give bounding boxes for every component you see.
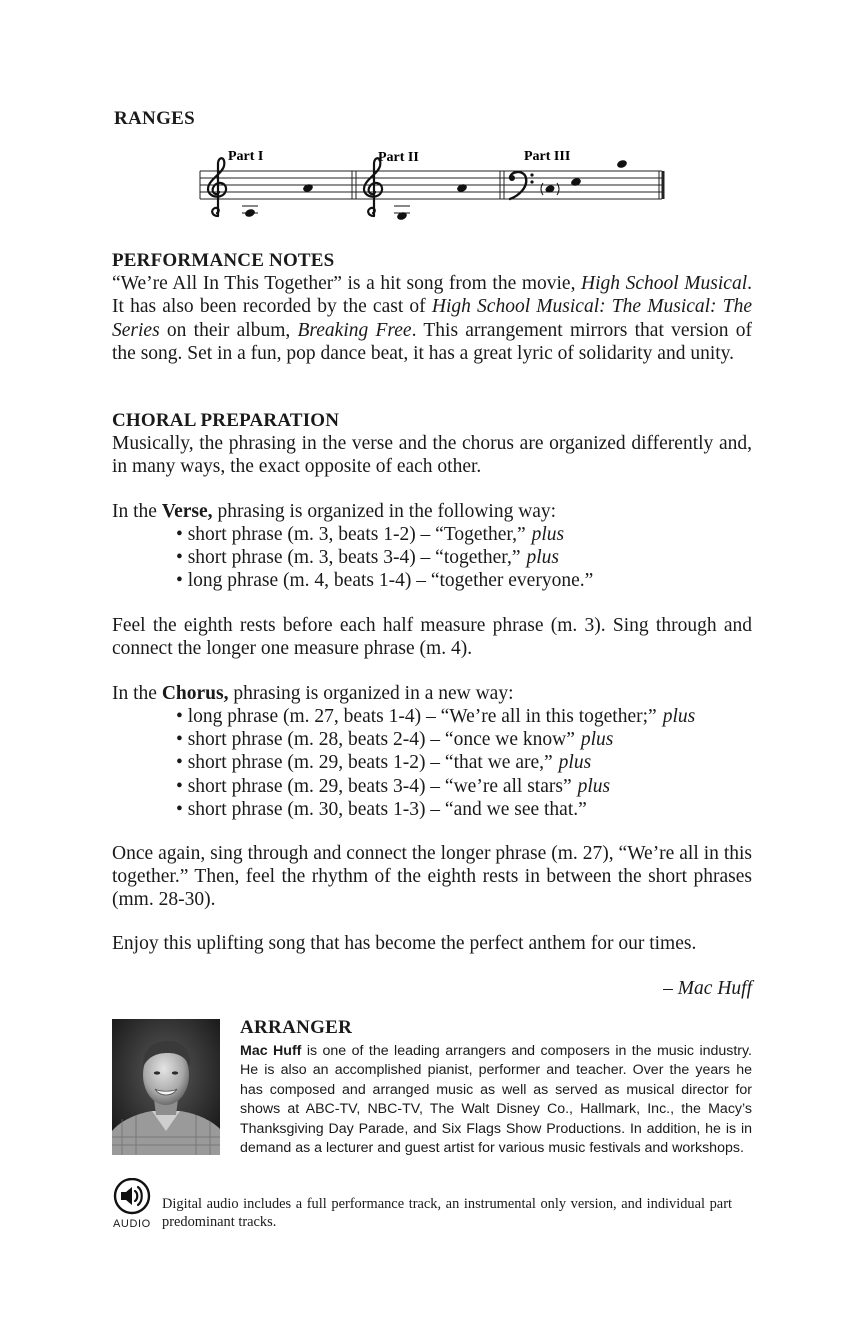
bullet-text: • long phrase (m. 27, beats 1-4) – “We’re all in this together;” — [176, 706, 657, 727]
list-item — [176, 775, 776, 798]
bullet-plus: plus — [526, 547, 559, 569]
signature: – Mac Huff — [663, 978, 752, 999]
pn-text: on their album, — [159, 319, 298, 341]
arranger-heading: ARRANGER — [240, 1017, 353, 1038]
treble-clef-icon — [208, 158, 226, 216]
pn-album: Breaking Free — [297, 319, 412, 341]
audio-description: Digital audio includes a full performance track, an instrumental only version, and individual part predominant tracks. — [162, 1196, 732, 1230]
list-item — [176, 523, 776, 546]
ranges-heading: RANGES — [114, 108, 195, 129]
chorus-note: Once again, sing through and connect the longer phrase (m. 27), “We’re all in this together.” Then, feel the rhythm of the eighth rests in between the short phrases (mm. 28-30). — [112, 843, 752, 911]
pn-text: “We’re All In This Together” is a hit song from the movie, — [112, 273, 582, 295]
bullet-text: • short phrase (m. 28, beats 2-4) – “once we know” — [176, 729, 575, 751]
bullet-text: • long phrase (m. 4, beats 1-4) – “together everyone.” — [176, 570, 594, 592]
verse-label: Verse, — [161, 501, 213, 522]
bullet-text: • short phrase (m. 3, beats 1-2) – “Together,” — [176, 524, 526, 545]
pn-title: High School Musical — [581, 273, 748, 295]
choral-preparation-section — [112, 409, 752, 479]
verse-bullet-list — [176, 523, 776, 593]
list-item — [176, 569, 776, 592]
bullet-plus: plus — [577, 775, 611, 797]
bullet-text: • short phrase (m. 3, beats 3-4) – “together,” — [176, 547, 521, 569]
list-item — [176, 705, 776, 728]
verse-intro — [112, 500, 752, 523]
ranges-staff — [196, 142, 668, 232]
list-item — [176, 546, 776, 569]
choral-preparation-heading: CHORAL PREPARATION — [112, 410, 340, 431]
staff-lines — [200, 171, 662, 199]
list-item — [176, 728, 776, 751]
arranger-bio-text: is one of the leading arrangers and composers in the music industry. He is also an accomplished pianist, performer and teacher. Over the years he has composed and arranged music as well as served as musical director for shows at ABC-TV, NBC-TV, The Walt Disney Co., Hallmark, Inc., the Macy’s Thanksgiving Day Parade, and Six Flags Show Productions. In addition, he is in demand as a lecturer and guest artist for various music festivals and workshops. — [240, 1043, 753, 1157]
performance-notes-heading: PERFORMANCE NOTES — [112, 250, 335, 271]
list-item — [176, 798, 776, 821]
bullet-text: • short phrase (m. 30, beats 1-3) – “and we see that.” — [176, 798, 587, 820]
arranger-photo — [112, 1019, 220, 1155]
pn-text: . It has also been recorded by the cast of — [112, 273, 752, 318]
list-item — [176, 751, 776, 774]
bullet-plus: plus — [558, 752, 592, 774]
chorus-prefix: In the — [112, 683, 162, 704]
bullet-plus: plus — [580, 729, 614, 751]
verse-suffix: phrasing is organized in the following way: — [212, 501, 557, 522]
treble-clef-icon — [364, 158, 382, 216]
closing-line: Enjoy this uplifting song that has become the perfect anthem for our times. — [112, 933, 697, 954]
ranges-notation — [196, 142, 668, 232]
arranger-bio — [240, 1042, 752, 1158]
chorus-intro — [112, 682, 752, 705]
note-part2-low — [396, 211, 408, 221]
verse-prefix: In the — [112, 501, 162, 522]
bullet-plus: plus — [531, 524, 565, 545]
part-label-3: Part III — [524, 149, 571, 164]
performance-notes-section — [112, 249, 752, 365]
verse-note: Feel the eighth rests before each half measure phrase (m. 3). Sing through and connect the longer one measure phrase (m. 4). — [112, 615, 752, 660]
chorus-suffix: phrasing is organized in a new way: — [228, 683, 514, 704]
bullet-plus: plus — [662, 706, 696, 727]
audio-label: AUDIO — [113, 1218, 151, 1230]
chorus-bullet-list — [176, 705, 776, 821]
bullet-text: • short phrase (m. 29, beats 3-4) – “we’re all stars” — [176, 775, 572, 797]
note-part3-high — [616, 159, 628, 169]
part-label-2: Part II — [378, 150, 419, 165]
choral-intro: Musically, the phrasing in the verse and the chorus are organized differently and, in many ways, the exact opposite of each other. — [112, 433, 752, 478]
bullet-text: • short phrase (m. 29, beats 1-2) – “that we are,” — [176, 752, 553, 774]
pn-title: High School Musical: The Musical: The Series — [112, 296, 752, 341]
chorus-label: Chorus, — [161, 683, 229, 704]
arranger-name: Mac Huff — [240, 1043, 302, 1059]
performance-notes-paragraph — [112, 272, 752, 365]
part-label-1: Part I — [228, 149, 264, 164]
pn-text: . This arrangement mirrors that version of the song. Set in a fun, pop dance beat, it has a great lyric of solidarity and unity. — [112, 319, 752, 364]
